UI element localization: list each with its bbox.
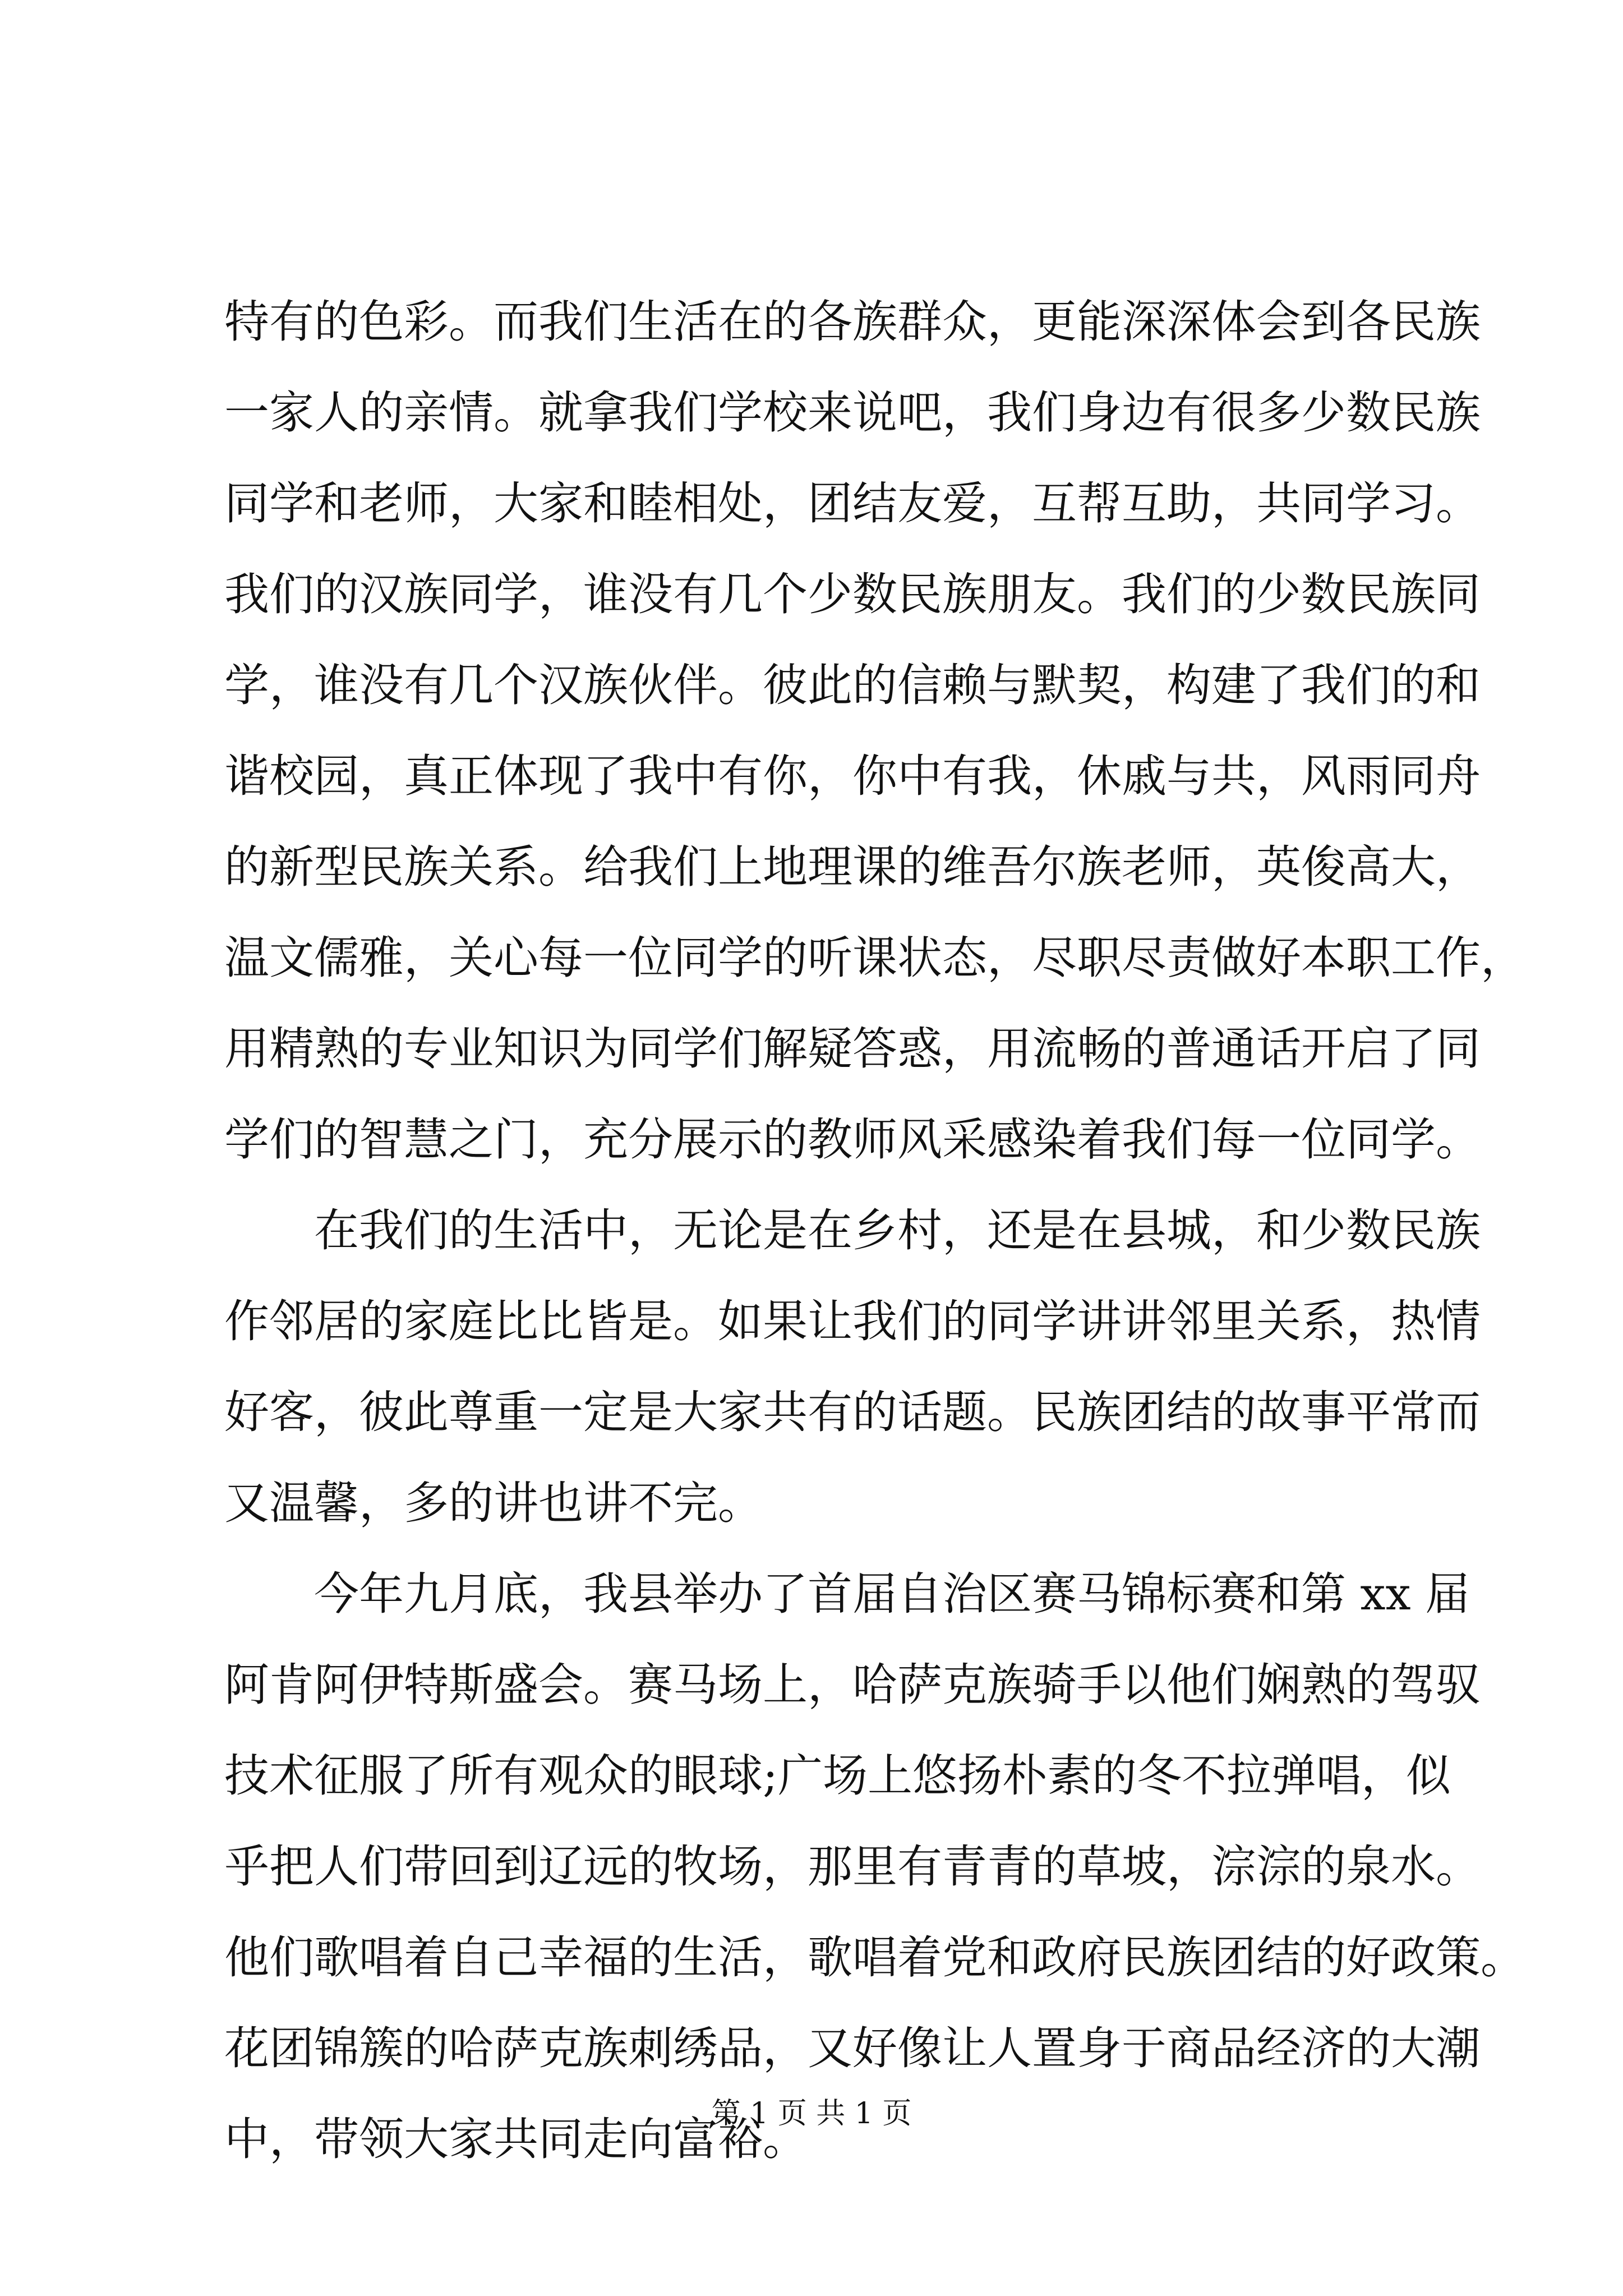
text-line: 学，谁没有几个汉族伙伴。彼此的信赖与默契，构建了我们的和: [224, 659, 1481, 711]
text-line: 花团锦簇的哈萨克族刺绣品，又好像让人置身于商品经济的大潮: [224, 2022, 1481, 2074]
text-line: 中，带领大家共同走向富裕。: [224, 2113, 808, 2165]
text-line: 我们的汉族同学，谁没有几个少数民族朋友。我们的少数民族同: [224, 568, 1481, 620]
text-line: 好客，彼此尊重一定是大家共有的话题。民族团结的故事平常而: [224, 1386, 1481, 1438]
paragraph: [224, 1200, 1481, 1564]
text-line: 的新型民族关系。给我们上地理课的维吾尔族老师，英俊高大，: [224, 841, 1481, 893]
text-line: 今年九月底，我县举办了首届自治区赛马锦标赛和第 xx 届: [314, 1568, 1470, 1620]
text-line: 用精熟的专业知识为同学们解疑答惑，用流畅的普通话开启了同: [224, 1023, 1481, 1075]
text-line: 特有的色彩。而我们生活在的各族群众，更能深深体会到各民族: [224, 296, 1481, 348]
text-line: 他们歌唱着自己幸福的生活，歌唱着党和政府民族团结的好政策。: [224, 1931, 1525, 1984]
document-body: [224, 292, 1525, 2200]
text-line: 阿肯阿伊特斯盛会。赛马场上，哈萨克族骑手以他们娴熟的驾驭: [224, 1659, 1481, 1711]
text-line: 又温馨，多的讲也讲不完。: [224, 1477, 763, 1529]
text-line: 一家人的亲情。就拿我们学校来说吧，我们身边有很多少数民族: [224, 386, 1481, 439]
text-line: 同学和老师，大家和睦相处，团结友爱，互帮互助，共同学习。: [224, 477, 1481, 530]
page-number-footer: 第 1 页 共 1 页: [711, 2097, 912, 2131]
paragraph: [224, 292, 1525, 1200]
text-line: 温文儒雅，关心每一位同学的听课状态，尽职尽责做好本职工作，: [224, 932, 1525, 984]
text-line: 乎把人们带回到辽远的牧场，那里有青青的草坡，淙淙的泉水。: [224, 1841, 1481, 1893]
text-line: 谐校园，真正体现了我中有你，你中有我，休戚与共，风雨同舟: [224, 750, 1481, 802]
text-line: 技术征服了所有观众的眼球;广场上悠扬朴素的冬不拉弹唱，似: [224, 1750, 1451, 1802]
text-line: 在我们的生活中，无论是在乡村，还是在县城，和少数民族: [314, 1204, 1481, 1257]
text-line: 作邻居的家庭比比皆是。如果让我们的同学讲讲邻里关系，热情: [224, 1295, 1481, 1347]
text-line: 学们的智慧之门，充分展示的教师风采感染着我们每一位同学。: [224, 1114, 1481, 1166]
